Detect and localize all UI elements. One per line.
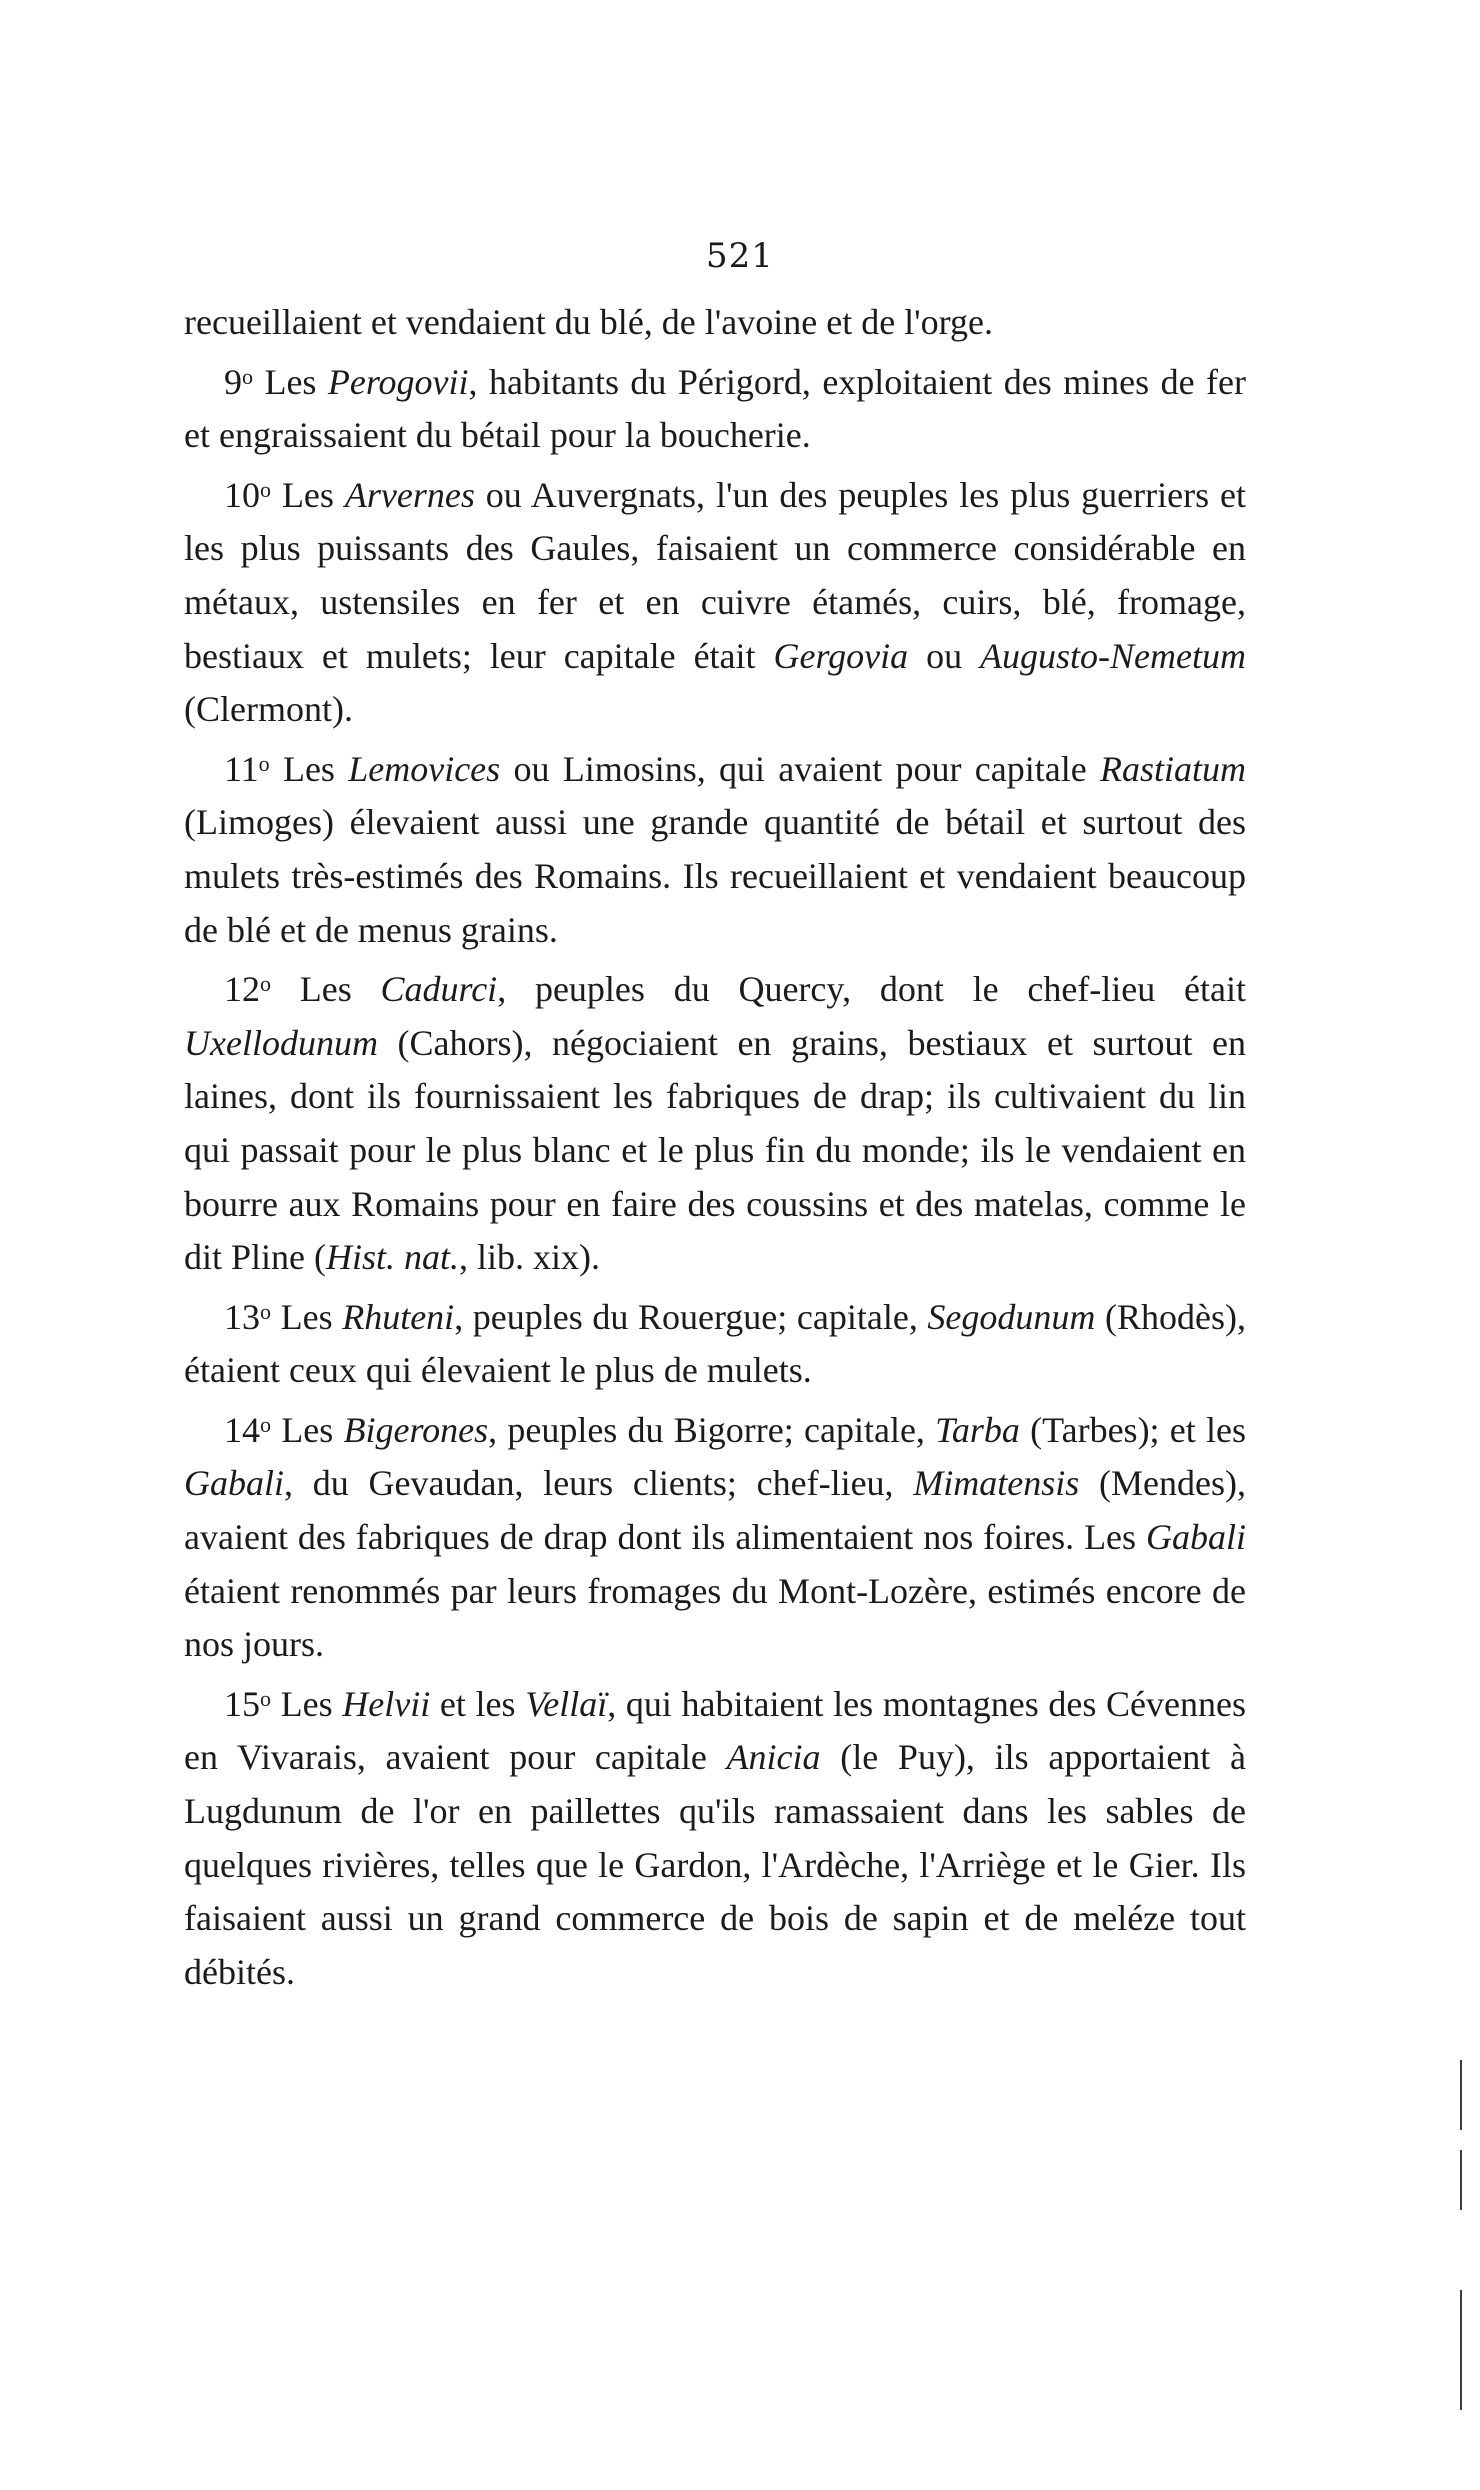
text-run: ou Limosins, qui avaient pour capitale (500, 748, 1100, 789)
italic-term: Perogovii (327, 361, 469, 402)
italic-term: Helvii (342, 1683, 431, 1724)
scan-edge-mark (1460, 2290, 1462, 2410)
italic-term: Arvernes (344, 474, 475, 515)
italic-term: Mimatensis (913, 1463, 1080, 1504)
text-run: , lib. xix). (459, 1237, 601, 1278)
italic-term: Segodunum (927, 1296, 1096, 1337)
paragraph (184, 296, 1246, 350)
text-run: (Tarbes); et les (1019, 1409, 1247, 1450)
text-run: (Limoges) élevaient aussi une grande quantité de bétail et surtout des mulets très-estimés des Romains. Ils recueillaient et vendaient beaucoup de blé et de menus grains. (184, 802, 1246, 950)
paragraph (184, 1398, 1246, 1672)
text-run: Les (271, 969, 381, 1010)
italic-term: Rhuteni (342, 1296, 455, 1337)
paragraph-number: 12 (224, 969, 260, 1010)
paragraph-number: 10 (224, 474, 260, 515)
paragraph (184, 463, 1246, 737)
text-run: Les (269, 748, 349, 789)
italic-term: Lemovices (348, 748, 501, 789)
ordinal-mark: o (260, 1411, 271, 1437)
italic-term: Bigerones (343, 1409, 489, 1450)
text-run: , peuples du Quercy, dont le chef-lieu était (497, 969, 1246, 1010)
ordinal-mark: o (260, 476, 271, 502)
text-run: (Cahors), négociaient en grains, bestiaux et surtout en laines, dont ils fournissaient les fabriques de drap; ils cultivaient du lin qui passait pour le plus blanc et le plus fin du monde; ils le vendaient en bourre aux Romains pour en faire des coussins et des matelas, comme le dit Pline ( (184, 1022, 1246, 1278)
italic-term: Rastiatum (1099, 748, 1246, 789)
paragraph (184, 957, 1246, 1285)
page-number: 521 (706, 236, 774, 276)
text-run: , peuples du Rouergue; capitale, (454, 1296, 928, 1337)
italic-term: Gergovia (773, 635, 909, 676)
paragraph (184, 350, 1246, 463)
italic-term: Anicia (726, 1737, 821, 1778)
text-run: ou (908, 635, 981, 676)
italic-term: Cadurci (380, 969, 498, 1010)
scan-edge-mark (1460, 2150, 1462, 2210)
ordinal-mark: o (260, 971, 271, 997)
paragraph (184, 737, 1246, 957)
paragraph (184, 1672, 1246, 2000)
body-text (184, 296, 1246, 1999)
text-run: , qui habitaient les montagnes des Cévennes en Vivarais, avaient pour capitale (184, 1683, 1246, 1778)
paragraph-number: 13 (224, 1296, 260, 1337)
paragraph (184, 1285, 1246, 1398)
italic-term: Hist. nat. (326, 1237, 460, 1278)
text-run: Les (271, 1409, 344, 1450)
text-run: recueillaient et vendaient du blé, de l'avoine et de l'orge. (184, 302, 993, 342)
italic-term: Tarba (935, 1409, 1020, 1450)
ordinal-mark: o (242, 363, 253, 389)
text-run: Les (271, 1296, 343, 1337)
italic-term: Gabali (1145, 1517, 1246, 1558)
paragraph-number: 15 (224, 1683, 260, 1724)
text-run: (Rhodès), étaient ceux qui élevaient le plus de mulets. (184, 1296, 1246, 1391)
italic-term: Vellaï (525, 1683, 608, 1724)
text-run: Les (271, 1683, 343, 1724)
text-run: ou Auvergnats, l'un des peuples les plus guerriers et les plus puissants des Gaules, faisaient un commerce considérable en métaux, ustensiles en fer et en cuivre étamés, cuirs, blé, fromage, bestiaux et mulets; leur capitale était (184, 474, 1246, 676)
text-run: , peuples du Bigorre; capitale, (488, 1409, 936, 1450)
paragraph-number: 11 (224, 748, 259, 789)
scan-edge-mark (1460, 2060, 1462, 2130)
text-run: (Clermont). (184, 689, 353, 730)
italic-term: Gabali (184, 1463, 285, 1504)
ordinal-mark: o (260, 1298, 271, 1324)
text-run: étaient renommés par leurs fromages du Mont-Lozère, estimés encore de nos jours. (184, 1570, 1246, 1665)
paragraph-number: 14 (224, 1409, 260, 1450)
ordinal-mark: o (258, 750, 270, 776)
text-run: (le Puy), ils apportaient à Lugdunum de l'or en paillettes qu'ils ramassaient dans les sables de quelques rivières, telles que le Gardon, l'Ardèche, l'Arriège et le Gier. Ils faisaient aussi un grand commerce de bois de sapin et de meléze tout débités. (184, 1737, 1246, 1992)
paragraph-number: 9 (224, 361, 242, 402)
italic-term: Uxellodunum (184, 1022, 378, 1063)
text-run: Les (271, 474, 345, 515)
ordinal-mark: o (260, 1685, 271, 1711)
text-run: , du Gevaudan, leurs clients; chef-lieu, (284, 1463, 914, 1504)
text-run: Les (253, 361, 328, 402)
italic-term: Augusto-Nemetum (980, 635, 1246, 676)
text-run: (Mendes), avaient des fabriques de drap dont ils alimentaient nos foires. Les (184, 1463, 1246, 1558)
text-run: et les (430, 1683, 526, 1724)
text-run: , habitants du Périgord, exploitaient des mines de fer et engraissaient du bétail pour la boucherie. (184, 361, 1247, 456)
